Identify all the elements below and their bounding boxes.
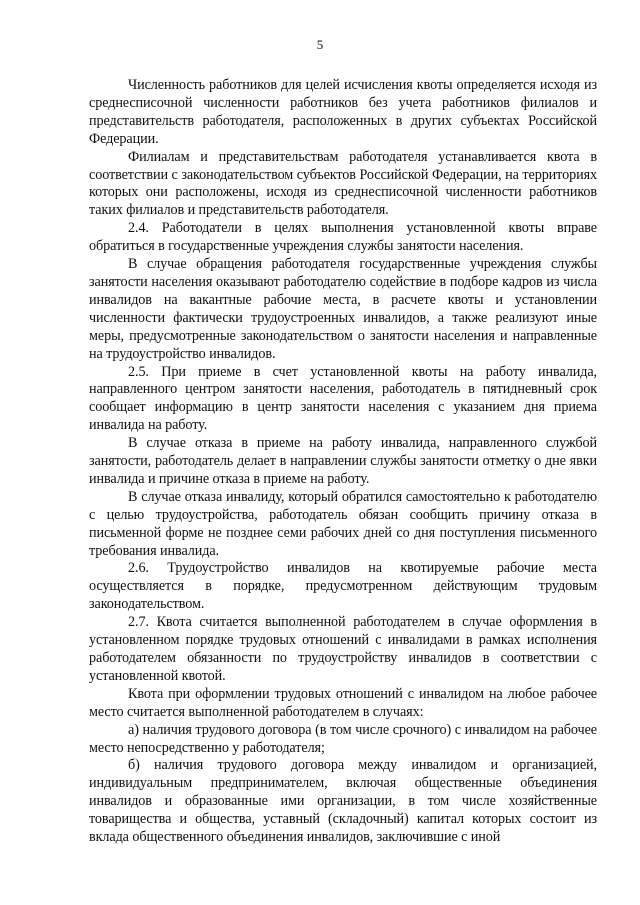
paragraph-2-5: 2.5. При приеме в счет установленной квоты на работу инвалида, направленного центром занятости населения, работодатель в пятидневный срок сообщает информацию в центр занятости населения с указанием дня приема инвалида на работу. xyxy=(89,363,597,434)
page-number: 5 xyxy=(316,37,324,52)
paragraph-quota-fulfilled-cases: Квота при оформлении трудовых отношений с инвалидом на любое рабочее место считается выполненной работодателем в случаях: xyxy=(89,685,597,720)
paragraph-headcount-calculation: Численность работников для целей исчисления квоты определяется исходя из среднесписочной численности работников без учета работников филиалов и представительств работодателя, расположенных в других субъектах Российской Федерации. xyxy=(89,77,597,147)
paragraph-2-7: 2.7. Квота считается выполненной работодателем в случае оформления в установленном порядке трудовых отношений с инвалидами в рамках исполнения работодателем обязанности по трудоустройству инвалидов в соответствии с установленной квотой. xyxy=(89,614,597,684)
paragraph-2-6: 2.6. Трудоустройство инвалидов на квотируемые рабочие места осуществляется в порядке, предусмотренном действующим трудовым законодательством. xyxy=(89,560,597,613)
paragraph-case-a: а) наличия трудового договора (в том числе срочного) с инвалидом на рабочее место непосредственно у работодателя; xyxy=(89,721,597,756)
paragraph-case-b: б) наличия трудового договора между инвалидом и организацией, индивидуальным предпринимателем, включая общественные объединения инвалидов и образованные ими организации, в том числе хозяйственные товарищества и общества, уставный (складочный) капитал которых состоит из вклада общественного объединения инвалидов, заключившие с иной xyxy=(89,757,597,846)
paragraph-employment-service-assistance: В случае обращения работодателя государственные учреждения службы занятости населения оказывают работодателю содействие в подборе кадров из числа инвалидов на вакантные рабочие места, в расчете квоты и установлении численности фактически трудоустроенных инвалидов, а также реализуют иные меры, предусмотренные законодательством о занятости населения и направленные на трудоустройство инвалидов. xyxy=(89,256,597,362)
paragraph-branches-quota: Филиалам и представительствам работодателя устанавливается квота в соответствии с законодательством субъектов Российской Федерации, на территориях которых они расположены, исходя из среднесписочной численности работников таких филиалов и представительств работодателя. xyxy=(89,148,597,219)
paragraph-refusal-referred: В случае отказа в приеме на работу инвалида, направленного службой занятости, работодатель делает в направлении службы занятости отметку о дне явки инвалида и причине отказа в приеме на работу. xyxy=(89,435,597,487)
document-body xyxy=(89,77,597,847)
paragraph-2-4: 2.4. Работодатели в целях выполнения установленной квоты вправе обратиться в государственные учреждения службы занятости населения. xyxy=(89,220,597,255)
paragraph-refusal-self-applied: В случае отказа инвалиду, который обратился самостоятельно к работодателю с целью трудоустройства, работодатель обязан сообщить причину отказа в письменной форме не позднее семи рабочих дней со дня поступления письменного требования инвалида. xyxy=(89,488,597,559)
